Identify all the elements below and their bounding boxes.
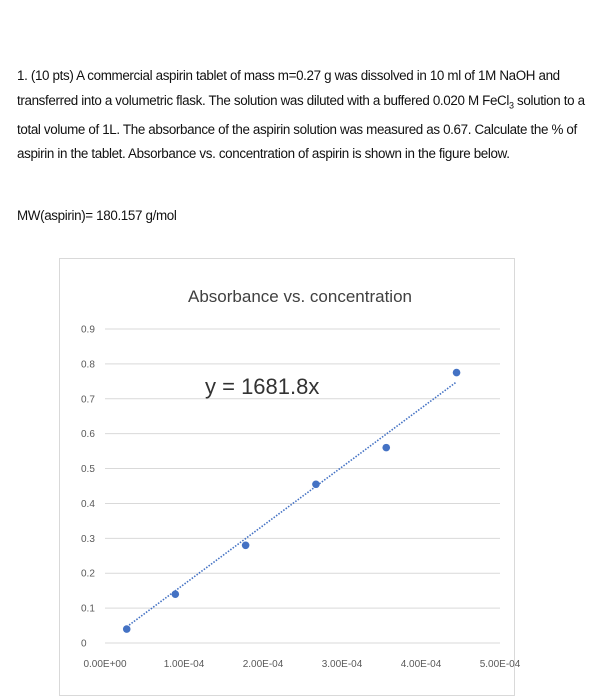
y-tick-label: 0.9 [81, 324, 95, 336]
chart-title: Absorbance vs. concentration [188, 287, 412, 306]
trendline [127, 382, 457, 627]
x-tick-label: 1.00E-04 [163, 659, 205, 670]
data-point [172, 590, 180, 598]
question-line-2-main: transferred into a volumetric flask. The solution was diluted with a buffered 0.020 M FeCl [17, 92, 509, 108]
question-line-2 [17, 89, 602, 118]
data-point [453, 369, 461, 377]
y-tick-label: 0.2 [81, 568, 95, 580]
question-line-1: 1. (10 pts) A commercial aspirin tablet of mass m=0.27 g was dissolved in 10 ml of 1M NaOH and [17, 68, 560, 83]
y-tick-label: 0.6 [81, 429, 95, 441]
data-point [312, 480, 320, 488]
y-tick-label: 0.1 [81, 603, 95, 615]
data-point [382, 444, 390, 452]
question-line-3: total volume of 1L. The absorbance of the aspirin solution was measured as 0.67. Calculate the % of [17, 121, 577, 137]
x-tick-label: 2.00E-04 [242, 659, 284, 670]
data-point [123, 625, 131, 633]
scatter-chart [60, 259, 521, 697]
y-tick-label: 0.4 [81, 498, 95, 510]
x-tick-label: 5.00E-04 [479, 659, 521, 670]
y-tick-label: 0.3 [81, 533, 95, 545]
y-tick-label: 0 [81, 638, 87, 650]
y-tick-label: 0.5 [81, 464, 95, 476]
question-line-4: aspirin in the tablet. Absorbance vs. concentration of aspirin is shown in the figure below. [17, 146, 510, 162]
x-tick-label: 0.00E+00 [83, 659, 127, 670]
fecl3-subscript: 3 [509, 100, 514, 111]
question-line-2-rest: solution to a [513, 92, 585, 108]
y-tick-label: 0.7 [81, 394, 95, 406]
data-point [242, 542, 250, 550]
trendline-equation: y = 1681.8x [205, 374, 320, 399]
x-tick-label: 4.00E-04 [400, 659, 442, 670]
x-tick-label: 3.00E-04 [321, 659, 363, 670]
points-layer [123, 369, 460, 633]
molecular-weight: MW(aspirin)= 180.157 g/mol [17, 208, 177, 223]
trendline-layer [127, 382, 457, 627]
question-text [17, 64, 602, 167]
chart-frame [59, 258, 521, 696]
y-tick-label: 0.8 [81, 359, 95, 371]
